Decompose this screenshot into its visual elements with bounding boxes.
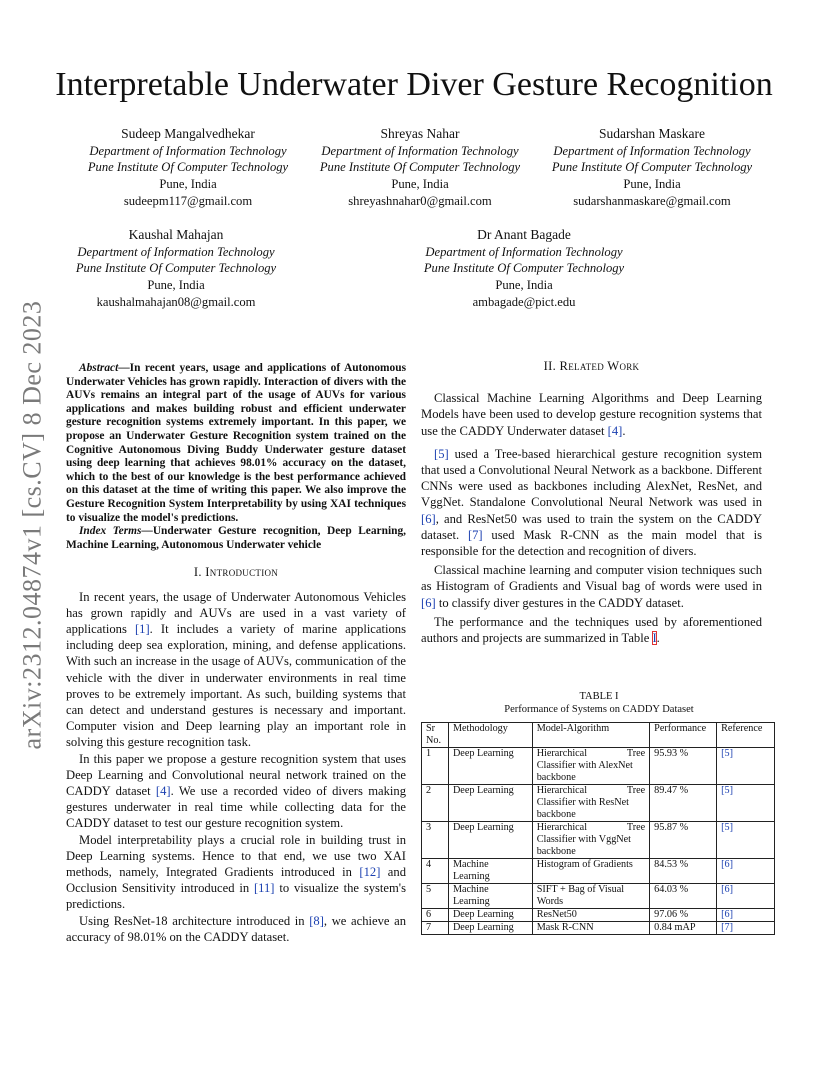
related-paragraph-3 bbox=[421, 562, 762, 611]
author-city: Pune, India bbox=[495, 278, 553, 293]
arxiv-identifier bbox=[8, 290, 56, 760]
author-city: Pune, India bbox=[147, 278, 205, 293]
section-heading-related-work: II. Related Work bbox=[543, 359, 640, 373]
citation-link[interactable]: [5] bbox=[721, 822, 733, 833]
table-row bbox=[422, 909, 775, 922]
cell-ref bbox=[717, 922, 775, 935]
citation-link[interactable]: [1] bbox=[134, 621, 150, 636]
cell-perf: 0.84 mAP bbox=[650, 922, 717, 935]
author-inst: Pune Institute Of Computer Technology bbox=[319, 160, 521, 175]
author-name: Shreyas Nahar bbox=[380, 126, 460, 141]
citation-link[interactable]: [4] bbox=[607, 423, 623, 438]
cell-sr: 3 bbox=[422, 822, 449, 859]
cell-model: SIFT + Bag of Visual Words bbox=[532, 884, 649, 909]
citation-link[interactable]: [6] bbox=[721, 859, 733, 870]
author-name: Sudarshan Maskare bbox=[598, 126, 706, 141]
citation-link[interactable]: [6] bbox=[421, 595, 436, 610]
cell-method: Machine Learning bbox=[448, 859, 532, 884]
citation-link[interactable]: [6] bbox=[721, 909, 733, 920]
index-terms-lead: Index Terms bbox=[79, 525, 142, 538]
performance-table bbox=[421, 722, 775, 935]
table-row bbox=[422, 748, 775, 785]
cell-perf: 95.87 % bbox=[650, 822, 717, 859]
model-text: Classifier with ResNet backbone bbox=[536, 797, 629, 820]
abstract-lead: Abstract bbox=[79, 362, 119, 374]
author-name: Dr Anant Bagade bbox=[477, 227, 571, 242]
table-reference-link[interactable]: I bbox=[652, 631, 657, 646]
cell-sr: 6 bbox=[422, 909, 449, 922]
author-dept: Department of Information Technology bbox=[77, 244, 275, 259]
author-email[interactable]: ambagade@pict.edu bbox=[472, 294, 576, 309]
author-block-2 bbox=[302, 126, 538, 210]
header-reference: Reference bbox=[717, 723, 775, 748]
header-sr-no: Sr No. bbox=[422, 723, 449, 748]
citation-link[interactable]: [11] bbox=[253, 881, 275, 896]
cell-ref bbox=[717, 748, 775, 785]
paper-title: Interpretable Underwater Diver Gesture Recognition bbox=[55, 66, 773, 103]
cell-perf: 97.06 % bbox=[650, 909, 717, 922]
text-run: . It includes a variety of marine applications including deep sea exploration, mining, and defense applications. With such an increase in the usage of AUVs, communication of the vehicle with the diver in underwater environments in real time proves to be extremely important. As such, building systems that can detect and understand gestures is necessary and important. Computer vision and Deep learning play an important role in solving this gesture recognition task. bbox=[66, 621, 406, 750]
model-text: Classifier with AlexNet backbone bbox=[536, 760, 633, 783]
cell-sr: 7 bbox=[422, 922, 449, 935]
author-dept: Department of Information Technology bbox=[89, 143, 287, 158]
text-run: to visualize the system's predictions. bbox=[66, 881, 406, 912]
author-inst: Pune Institute Of Computer Technology bbox=[87, 160, 289, 175]
table-header-row bbox=[422, 723, 775, 748]
author-inst: Pune Institute Of Computer Technology bbox=[423, 261, 625, 276]
text-run: In recent years, the usage of Underwater Autonomous Vehicles has grown rapidly and AUVs are used in a vast variety of applications bbox=[66, 589, 406, 636]
table-row bbox=[422, 859, 775, 884]
author-email[interactable]: kaushalmahajan08@gmail.com bbox=[96, 294, 256, 309]
related-paragraph-1 bbox=[421, 390, 762, 439]
cell-model: Histogram of Gradients bbox=[532, 859, 649, 884]
text-run: used a Tree-based hierarchical gesture recognition system that used a Convolutional Neural Network as a backbone. Different CNNs were used as backbones including AlexNet, ResNet, and VggNet. Standalone Convolutional Neural Network was used in bbox=[421, 446, 762, 510]
table-row bbox=[422, 922, 775, 935]
cell-sr: 5 bbox=[422, 884, 449, 909]
text-run: , and ResNet50 was used to train the system on the CADDY dataset. bbox=[421, 511, 762, 542]
model-text: Hierarchical bbox=[536, 822, 588, 833]
cell-ref bbox=[717, 909, 775, 922]
author-inst: Pune Institute Of Computer Technology bbox=[551, 160, 753, 175]
text-run: The performance and the techniques used by aforementioned authors and projects are summarized in Table bbox=[421, 614, 762, 646]
text-run: to classify diver gestures in the CADDY dataset. bbox=[435, 595, 684, 610]
table-row bbox=[422, 884, 775, 909]
author-block-5 bbox=[406, 227, 642, 311]
cell-perf: 95.93 % bbox=[650, 748, 717, 785]
left-column bbox=[66, 362, 406, 945]
author-name: Kaushal Mahajan bbox=[128, 227, 224, 242]
text-run: . bbox=[622, 423, 626, 438]
model-text: Tree bbox=[626, 748, 646, 759]
author-dept: Department of Information Technology bbox=[321, 143, 519, 158]
cell-model bbox=[532, 748, 649, 785]
cell-method: Deep Learning bbox=[448, 785, 532, 822]
model-text: Hierarchical bbox=[536, 748, 588, 759]
author-dept: Department of Information Technology bbox=[553, 143, 751, 158]
author-block-3 bbox=[534, 126, 770, 210]
cell-sr: 2 bbox=[422, 785, 449, 822]
cell-model: ResNet50 bbox=[532, 909, 649, 922]
cell-ref bbox=[717, 884, 775, 909]
citation-link[interactable]: [7] bbox=[721, 922, 733, 933]
text-run: In this paper we propose a gesture recognition system that uses Deep Learning and Convolutional neural network trained on the CADDY dataset bbox=[66, 751, 406, 798]
cell-ref bbox=[717, 859, 775, 884]
citation-link[interactable]: [5] bbox=[721, 785, 733, 796]
intro-paragraph-1 bbox=[66, 589, 406, 751]
cell-perf: 89.47 % bbox=[650, 785, 717, 822]
cell-method: Deep Learning bbox=[448, 909, 532, 922]
table-caption: Performance of Systems on CADDY Dataset bbox=[504, 704, 694, 715]
index-terms-text: —Underwater Gesture recognition, Deep Learning, Machine Learning, Autonomous Underwater vehicle bbox=[66, 525, 406, 551]
citation-link[interactable]: [6] bbox=[421, 511, 436, 526]
text-run: used Mask R-CNN as the main model that is responsible for the detection and recognition of divers. bbox=[421, 527, 762, 559]
right-column bbox=[421, 358, 762, 646]
model-text: Hierarchical bbox=[536, 785, 588, 796]
abstract-text: —In recent years, usage and applications of Autonomous Underwater Vehicles has grown rapidly. Interaction of divers with the AUVs remains an integral part of the usage of AUVs for various applications and makes building robust and efficient underwater gesture recognition systems extremely important. In this paper, we propose an Underwater Gesture Recognition system trained on the Cognitive Autonomous Diving Buddy Underwater gesture dataset using deep learning that achieves 98.01% accuracy on the dataset, which to the best of our knowledge is the best performance achieved on this dataset at the time of writing this paper. We also improve the Gesture Recognition System Interpretability by using XAI techniques to visualize the model's predictions. bbox=[66, 362, 406, 524]
author-dept: Department of Information Technology bbox=[425, 244, 623, 259]
table-label: TABLE I bbox=[579, 691, 619, 702]
citation-link[interactable]: [12] bbox=[359, 864, 381, 879]
cell-method: Deep Learning bbox=[448, 922, 532, 935]
table-container bbox=[421, 690, 777, 935]
header-methodology: Methodology bbox=[448, 723, 532, 748]
table-row bbox=[422, 822, 775, 859]
text-run: . bbox=[656, 631, 660, 646]
author-block-1 bbox=[70, 126, 306, 210]
header-model-algorithm: Model-Algorithm bbox=[532, 723, 649, 748]
text-run: , we achieve an accuracy of 98.01% on the CADDY dataset. bbox=[66, 913, 406, 944]
cell-sr: 1 bbox=[422, 748, 449, 785]
model-text: Tree bbox=[626, 785, 646, 796]
text-run: Model interpretability plays a crucial role in building trust in Deep Learning systems. Hence to that end, we use two XAI methods, namely, Integrated Gradients introduced in bbox=[66, 832, 406, 879]
cell-perf: 64.03 % bbox=[650, 884, 717, 909]
intro-paragraph-4 bbox=[66, 913, 406, 945]
cell-model: Mask R-CNN bbox=[532, 922, 649, 935]
cell-method: Machine Learning bbox=[448, 884, 532, 909]
cell-sr: 4 bbox=[422, 859, 449, 884]
cell-method: Deep Learning bbox=[448, 822, 532, 859]
author-city: Pune, India bbox=[623, 177, 681, 192]
citation-link[interactable]: [5] bbox=[721, 748, 733, 759]
citation-link[interactable]: [8] bbox=[309, 913, 324, 928]
author-email[interactable]: sudeepm117@gmail.com bbox=[123, 193, 253, 208]
cell-model bbox=[532, 785, 649, 822]
text-run: . We use a recorded video of divers making gestures underwater in real time while collecting data for the CADDY dataset to test our gesture recognition system. bbox=[66, 783, 406, 831]
abstract bbox=[66, 362, 406, 525]
author-email[interactable]: shreyashnahar0@gmail.com bbox=[348, 193, 492, 208]
author-inst: Pune Institute Of Computer Technology bbox=[75, 261, 277, 276]
author-email[interactable]: sudarshanmaskare@gmail.com bbox=[573, 193, 731, 208]
intro-paragraph-2 bbox=[66, 751, 406, 832]
citation-link[interactable]: [7] bbox=[467, 527, 483, 542]
text-run: Using ResNet-18 architecture introduced in bbox=[79, 913, 310, 928]
text-run: Classical Machine Learning Algorithms and Deep Learning Models have been used to develop gesture recognition systems that use the CADDY Underwater dataset bbox=[421, 391, 762, 438]
cell-ref bbox=[717, 785, 775, 822]
author-city: Pune, India bbox=[391, 177, 449, 192]
text-run: and Occlusion Sensitivity introduced in bbox=[66, 864, 406, 896]
cell-model bbox=[532, 822, 649, 859]
header-performance: Performance bbox=[650, 723, 717, 748]
model-text: Classifier with VggNet backbone bbox=[536, 834, 632, 857]
section-heading-introduction: I. Introduction bbox=[193, 565, 279, 580]
index-terms bbox=[66, 525, 406, 552]
citation-link[interactable]: [5] bbox=[434, 446, 449, 461]
author-block-4 bbox=[58, 227, 294, 311]
intro-paragraph-3 bbox=[66, 832, 406, 913]
cell-ref bbox=[717, 822, 775, 859]
text-run: Classical machine learning and computer vision techniques such as Histogram of Gradients and Visual bag of words were used in bbox=[421, 563, 762, 594]
citation-link[interactable]: [6] bbox=[721, 884, 733, 895]
cell-method: Deep Learning bbox=[448, 748, 532, 785]
table-row bbox=[422, 785, 775, 822]
model-text: Tree bbox=[626, 822, 646, 833]
cell-perf: 84.53 % bbox=[650, 859, 717, 884]
citation-link[interactable]: [4] bbox=[155, 783, 171, 798]
author-city: Pune, India bbox=[159, 177, 217, 192]
related-paragraph-2 bbox=[421, 446, 762, 559]
related-paragraph-4 bbox=[421, 614, 762, 646]
arxiv-id-text: arXiv:2312.04874v1 [cs.CV] 8 Dec 2023 bbox=[17, 300, 46, 750]
author-name: Sudeep Mangalvedhekar bbox=[121, 126, 255, 141]
